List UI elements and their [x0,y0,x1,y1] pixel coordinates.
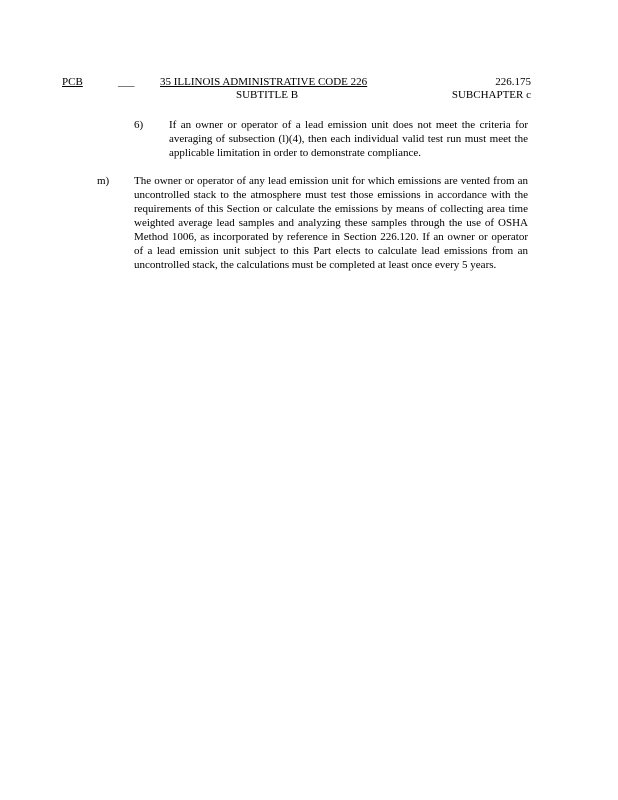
header-subchapter: SUBCHAPTER c [451,89,531,101]
header-subtitle: SUBTITLE B [236,89,299,101]
subsection-6-label: 6) [134,119,144,131]
header-code-title: 35 ILLINOIS ADMINISTRATIVE CODE 226 [160,76,368,88]
subsection-m-label: m) [97,175,110,187]
header-pcb: PCB [62,76,83,88]
subsection-6-text: If an owner or operator of a lead emission unit does not meet the criteria for averaging of subsection (l)(4), then each individual valid test run must meet the applicable limitation in order to demonstrate compliance. [169,119,528,159]
header-section-number: 226.175 [495,76,531,88]
subsection-m-text: The owner or operator of any lead emission unit for which emissions are vented from an uncontrolled stack to the atmosphere must test those emissions in accordance with the requirements of this Section or calculate the emissions by means of collecting area time weighted average lead samples and analyzing these samples through the use of OSHA Method 1006, as incorporated by reference in Section 226.120. If an owner or operator of a lead emission unit subject to this Part elects to calculate lead emissions from an uncontrolled stack, the calculations must be completed at least once every 5 years. [134,175,528,271]
header-blank-line: ___ [118,76,135,88]
